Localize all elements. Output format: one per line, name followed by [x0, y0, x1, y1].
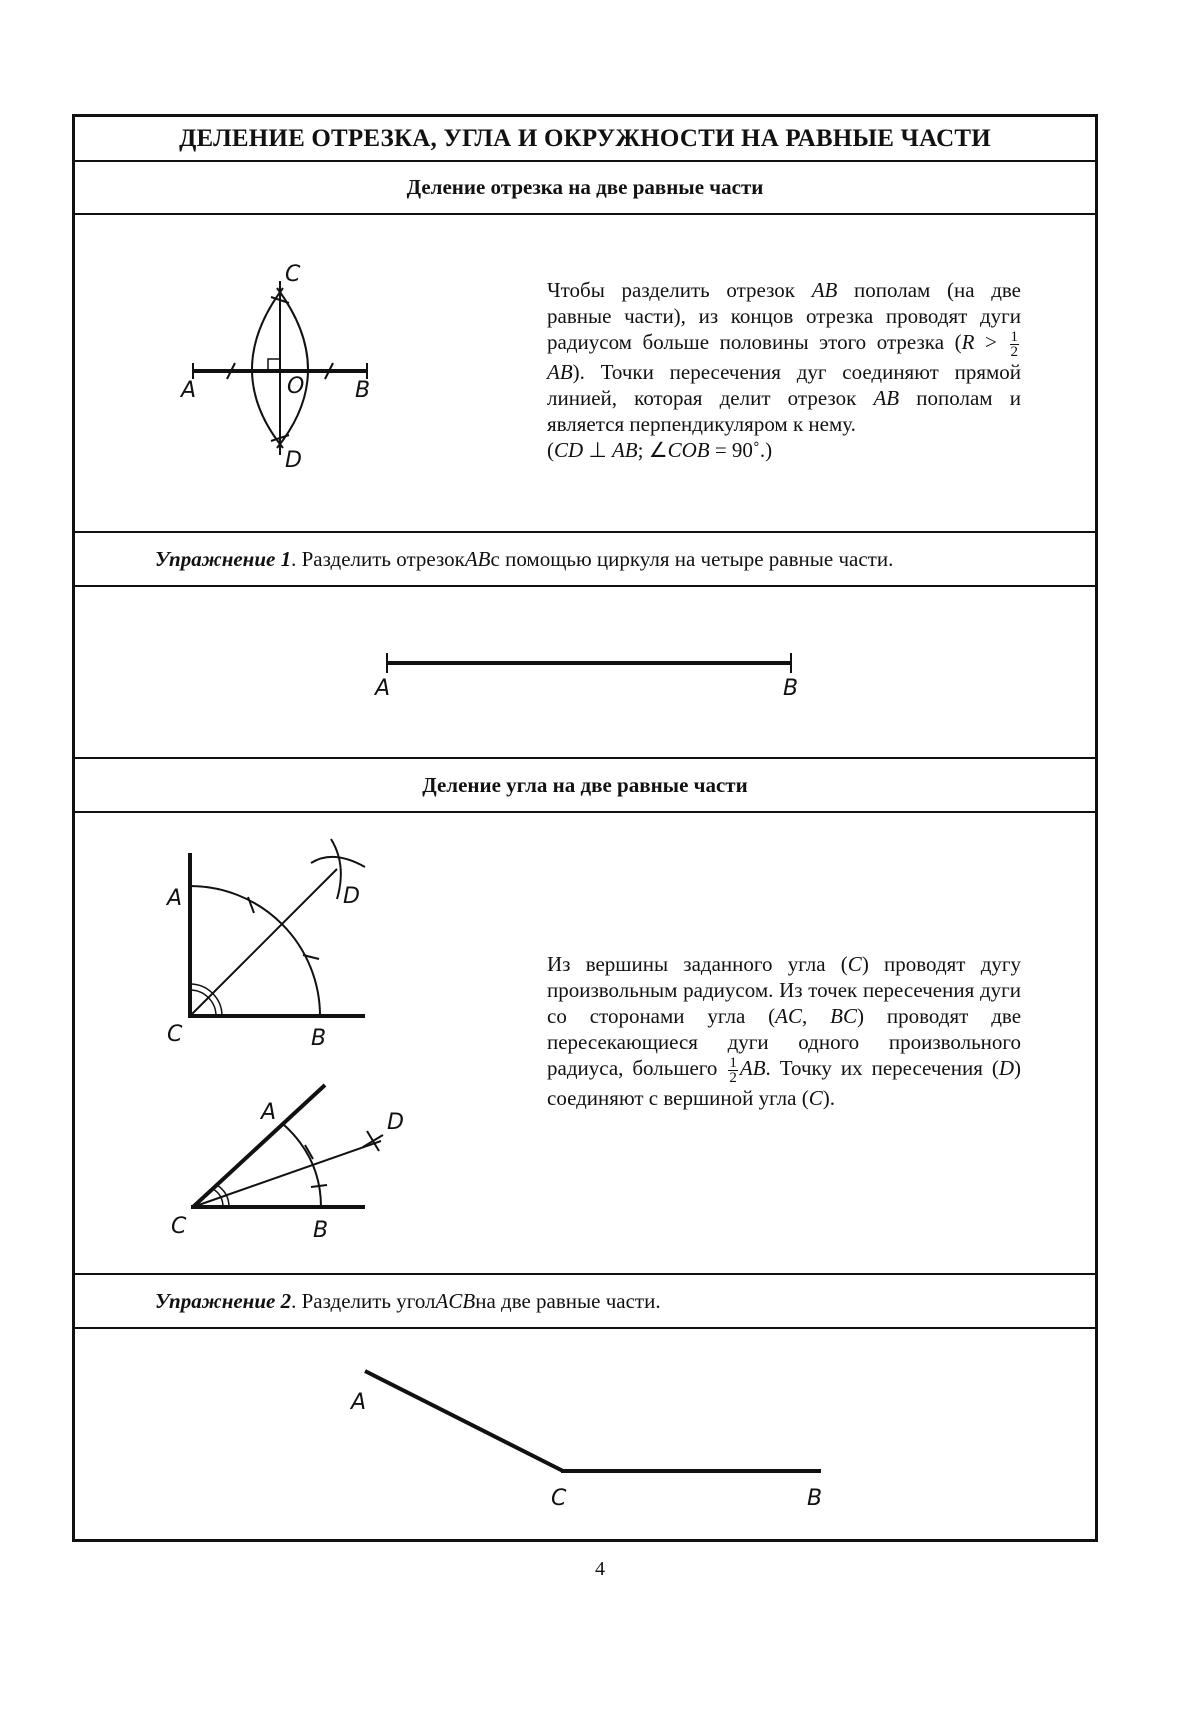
section2-heading: Деление угла на две равные части: [75, 759, 1095, 813]
exercise1-instruction: [75, 533, 1095, 587]
section1-heading: Деление отрезка на две равные части: [75, 162, 1095, 215]
exercise2-label: Упражнение 2: [155, 1288, 292, 1313]
exercise2-angle-figure: [75, 1329, 1095, 1539]
fig1-label-d: D: [343, 884, 360, 909]
label-c: C: [285, 262, 301, 287]
s2-c-1: C: [847, 952, 862, 976]
label-d: D: [285, 448, 302, 473]
fig1-label-b: B: [311, 1026, 327, 1051]
s1-text-e: (: [547, 437, 554, 462]
ex1-text-a: . Разделить отрезок: [291, 546, 465, 571]
fig1-bisector: [190, 869, 337, 1016]
label-a: A: [181, 378, 197, 403]
fig1-label-c: C: [167, 1022, 183, 1047]
ex2-text-b: на две равные части.: [475, 1288, 661, 1313]
ex1-ab: AB: [464, 546, 491, 571]
s1-ab-3: AB: [873, 385, 900, 410]
s1-text-a: Чтобы разделить отрезок: [547, 278, 812, 302]
arc-from-a: [277, 288, 308, 448]
ex2-label-b: B: [807, 1486, 823, 1511]
s2-frac-den: 2: [729, 1069, 737, 1086]
fig1-label-a: A: [167, 886, 183, 911]
s2-text-f: ).: [822, 1085, 835, 1110]
fig2-label-a: A: [261, 1100, 277, 1125]
section1-body: [75, 215, 1095, 533]
fig2-arc: [283, 1124, 321, 1207]
fig2-label-c: C: [171, 1214, 187, 1239]
s2-bc: BC: [830, 1004, 857, 1028]
page-number: 4: [595, 1558, 605, 1580]
section2-body: [75, 813, 1095, 1275]
ex1-label-b: B: [783, 676, 799, 701]
exercise2-instruction: [75, 1275, 1095, 1329]
s1-frac-den: 2: [1010, 343, 1018, 360]
exercise1-label: Упражнение 1: [155, 546, 292, 571]
s2-d: D: [998, 1056, 1015, 1080]
section2-description: [547, 951, 1021, 1111]
label-o: O: [287, 374, 305, 399]
exercise1-segment-figure: [75, 587, 1095, 759]
fig2-label-b: B: [313, 1218, 329, 1243]
page-title: ДЕЛЕНИЕ ОТРЕЗКА, УГЛА И ОКРУЖНОСТИ НА РАВНЫЕ ЧАСТИ: [75, 117, 1095, 162]
fig2-label-d: D: [387, 1110, 404, 1135]
s2-text-d: . Точку их пересечения (: [765, 1056, 999, 1080]
s2-comma: ,: [802, 1004, 831, 1028]
s2-text-c: ) проводят две пересекающиеся дуги одного произвольного радиуса, большего: [547, 1004, 1022, 1080]
fig1-tick-1: [248, 897, 254, 913]
ex2-label-a: A: [351, 1390, 367, 1415]
s2-c-2: C: [808, 1085, 823, 1110]
ex2-side-ca: [365, 1371, 563, 1471]
s1-perp: ⊥: [583, 437, 612, 462]
s1-ab-1: AB: [811, 278, 838, 302]
fig1-crossing-arc-a: [311, 857, 365, 867]
angle-bisection-figures: [75, 813, 495, 1275]
ex1-label-a: A: [375, 676, 391, 701]
s2-ab: AB: [739, 1056, 766, 1080]
s2-frac-num: 1: [729, 1054, 737, 1071]
s1-ab-4: AB: [611, 437, 638, 462]
exercise1-figure-area: [75, 587, 1095, 759]
s1-text-c: ). Точки пересечения дуг соединяют прямой линией, которая делит отрезок: [547, 359, 1021, 410]
s1-text-g: = 90˚.): [709, 437, 773, 462]
ex2-text-a: . Разделить угол: [291, 1288, 436, 1313]
s1-cd: CD: [554, 437, 584, 462]
s2-ac: AC: [775, 1004, 802, 1028]
s2-text-b: ) проводят дугу произвольным радиусом. Из точек пересечения дуги со сторонами угла (: [547, 952, 1021, 1028]
s1-ab-2: AB: [547, 359, 573, 384]
s1-fraction: [1010, 330, 1020, 359]
s1-r: R: [961, 330, 975, 354]
fig2-tick-2: [311, 1185, 327, 1187]
label-b: B: [355, 378, 371, 403]
ex2-acb: ACB: [435, 1288, 476, 1313]
exercise2-figure-area: [75, 1329, 1095, 1539]
s2-text-e: ) соединяют с вершиной угла (: [547, 1056, 1022, 1110]
worksheet-frame: [72, 114, 1098, 1542]
s1-gt: >: [974, 330, 1008, 354]
ex1-text-b: с помощью циркуля на четыре равные части.: [490, 546, 894, 571]
s1-text-f: ; ∠: [637, 437, 668, 462]
s1-text-d: пополам и является перпендикуляром к нему.: [547, 385, 1021, 436]
section1-description: [547, 277, 1021, 463]
s1-text-b: пополам (на две равные части), из концов отрезка проводят дуги радиусом больше половины этого отрезка (: [547, 278, 1021, 354]
ex2-label-c: C: [551, 1486, 567, 1511]
s1-cob: COB: [667, 437, 710, 462]
s2-fraction: [728, 1056, 738, 1085]
s2-text-a: Из вершины заданного угла (: [547, 952, 848, 976]
s1-frac-num: 1: [1010, 328, 1018, 345]
segment-bisection-figure: [75, 215, 475, 533]
